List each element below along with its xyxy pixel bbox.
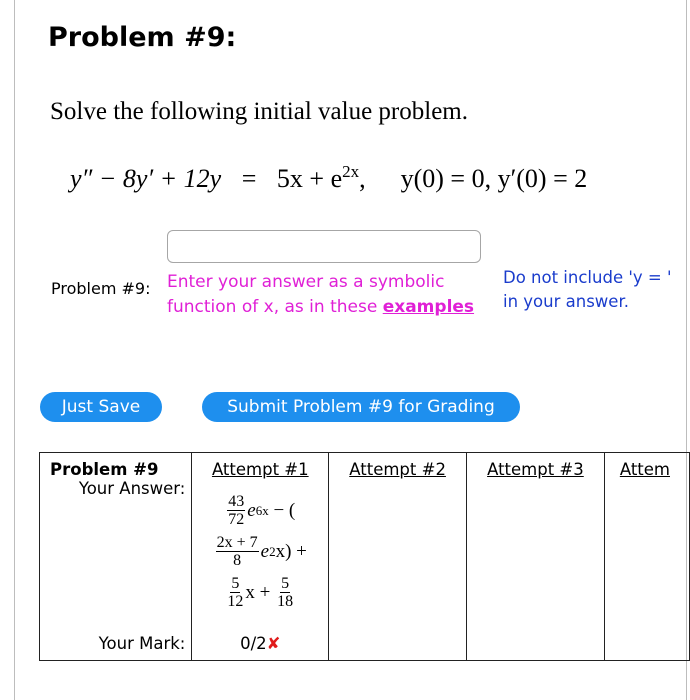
header-attempt-1[interactable]: Attempt #1	[192, 453, 329, 486]
your-mark-row	[40, 626, 690, 661]
attempt-4-mark	[604, 626, 689, 661]
header-attempt-2[interactable]: Attempt #2	[329, 453, 467, 486]
examples-link[interactable]: examples	[382, 297, 475, 317]
attempt-3-answer	[467, 485, 605, 626]
attempt-1-answer: $\frac{43}{72}$ e 6x − ( $\frac{2x + 7}{8}$ e 2 x) + $\frac{5}{12}$ x + $\frac{5}{18}$	[192, 485, 329, 626]
attempt-3-mark	[467, 626, 605, 661]
your-answer-row	[40, 485, 690, 626]
header-problem: Problem #9	[40, 453, 192, 486]
header-attempt-4[interactable]: Attem	[604, 453, 689, 486]
page-border-left	[14, 0, 15, 700]
attempt-4-answer	[604, 485, 689, 626]
answer-hint-text: Enter your answer as a symbolic function of x, as in these	[167, 272, 445, 317]
differential-equation: $y'' - 8y' + 12y = 5x + e^{2x}$, y(0) = 0, y′(0) = 2	[70, 162, 588, 193]
attempt-2-answer	[329, 485, 467, 626]
your-mark-label: Your Mark:	[40, 626, 192, 661]
your-answer-label: Your Answer:	[40, 485, 192, 626]
incorrect-x-icon: ✘	[266, 633, 281, 653]
attempt-1-mark: 0/2✘	[192, 626, 329, 661]
format-note: Do not include 'y = ' in your answer.	[503, 268, 672, 311]
initial-conditions: y(0) = 0, y′(0) = 2	[400, 164, 588, 193]
attempts-table	[39, 452, 690, 661]
problem-title: Problem #9:	[48, 22, 237, 53]
header-attempt-3[interactable]: Attempt #3	[467, 453, 605, 486]
just-save-button[interactable]: Just Save	[40, 392, 162, 422]
equation-rhs: $5x + e^{2x}$,	[276, 162, 366, 193]
answer-hint	[167, 270, 477, 320]
equation-lhs: y″ − 8y′ + 12y	[70, 164, 222, 193]
submit-grading-button[interactable]: Submit Problem #9 for Grading	[202, 392, 520, 422]
answer-input[interactable]	[167, 230, 481, 263]
attempt-2-mark	[329, 626, 467, 661]
problem-instruction: Solve the following initial value problem.	[50, 98, 468, 125]
answer-problem-label: Problem #9:	[51, 279, 151, 298]
